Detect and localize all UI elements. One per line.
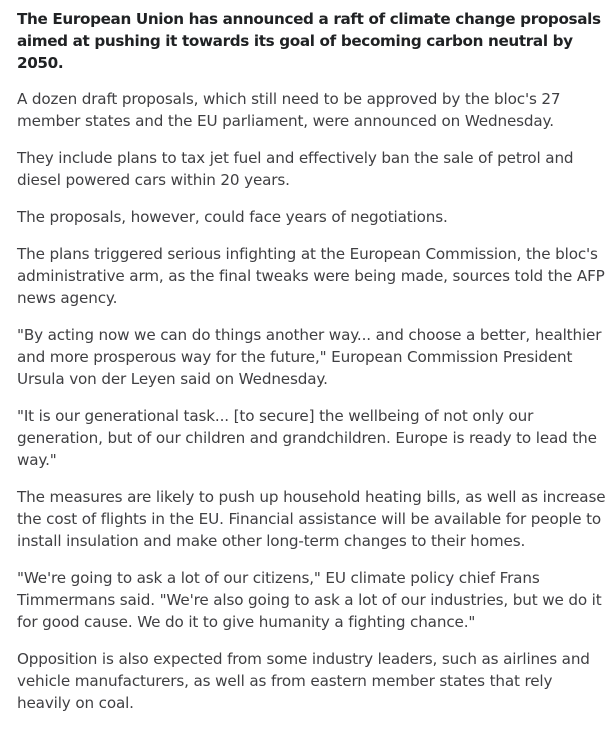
article-paragraph: The proposals, however, could face years of negotiations. [17,208,448,226]
article-quote: "It is our generational task... [to secure] the wellbeing of not only our generation, but of our children and grandchildren. Europe is ready to lead the way." [17,407,597,469]
article-quote: "By acting now we can do things another way... and choose a better, healthier and more prosperous way for the future," European Commission President Ursula von der Leyen said on Wednesday. [17,326,602,388]
article-body [17,8,607,729]
article-paragraph: Opposition is also expected from some industry leaders, such as airlines and vehicle manufacturers, as well as from eastern member states that rely heavily on coal. [17,650,590,712]
article-lead: The European Union has announced a raft of climate change proposals aimed at pushing it towards its goal of becoming carbon neutral by 2050. [17,10,601,72]
article-quote: "We're going to ask a lot of our citizens," EU climate policy chief Frans Timmermans said. "We're also going to ask a lot of our industries, but we do it for good cause. We do it to give humanity a fighting chance." [17,569,602,631]
article-paragraph: They include plans to tax jet fuel and effectively ban the sale of petrol and diesel powered cars within 20 years. [17,149,574,189]
article-paragraph: The plans triggered serious infighting at the European Commission, the bloc's administrative arm, as the final tweaks were being made, sources told the AFP news agency. [17,245,605,307]
article-paragraph: The measures are likely to push up household heating bills, as well as increase the cost of flights in the EU. Financial assistance will be available for people to install insulation and make other long-term changes to their homes. [17,488,606,550]
article-paragraph: A dozen draft proposals, which still need to be approved by the bloc's 27 member states and the EU parliament, were announced on Wednesday. [17,90,561,130]
